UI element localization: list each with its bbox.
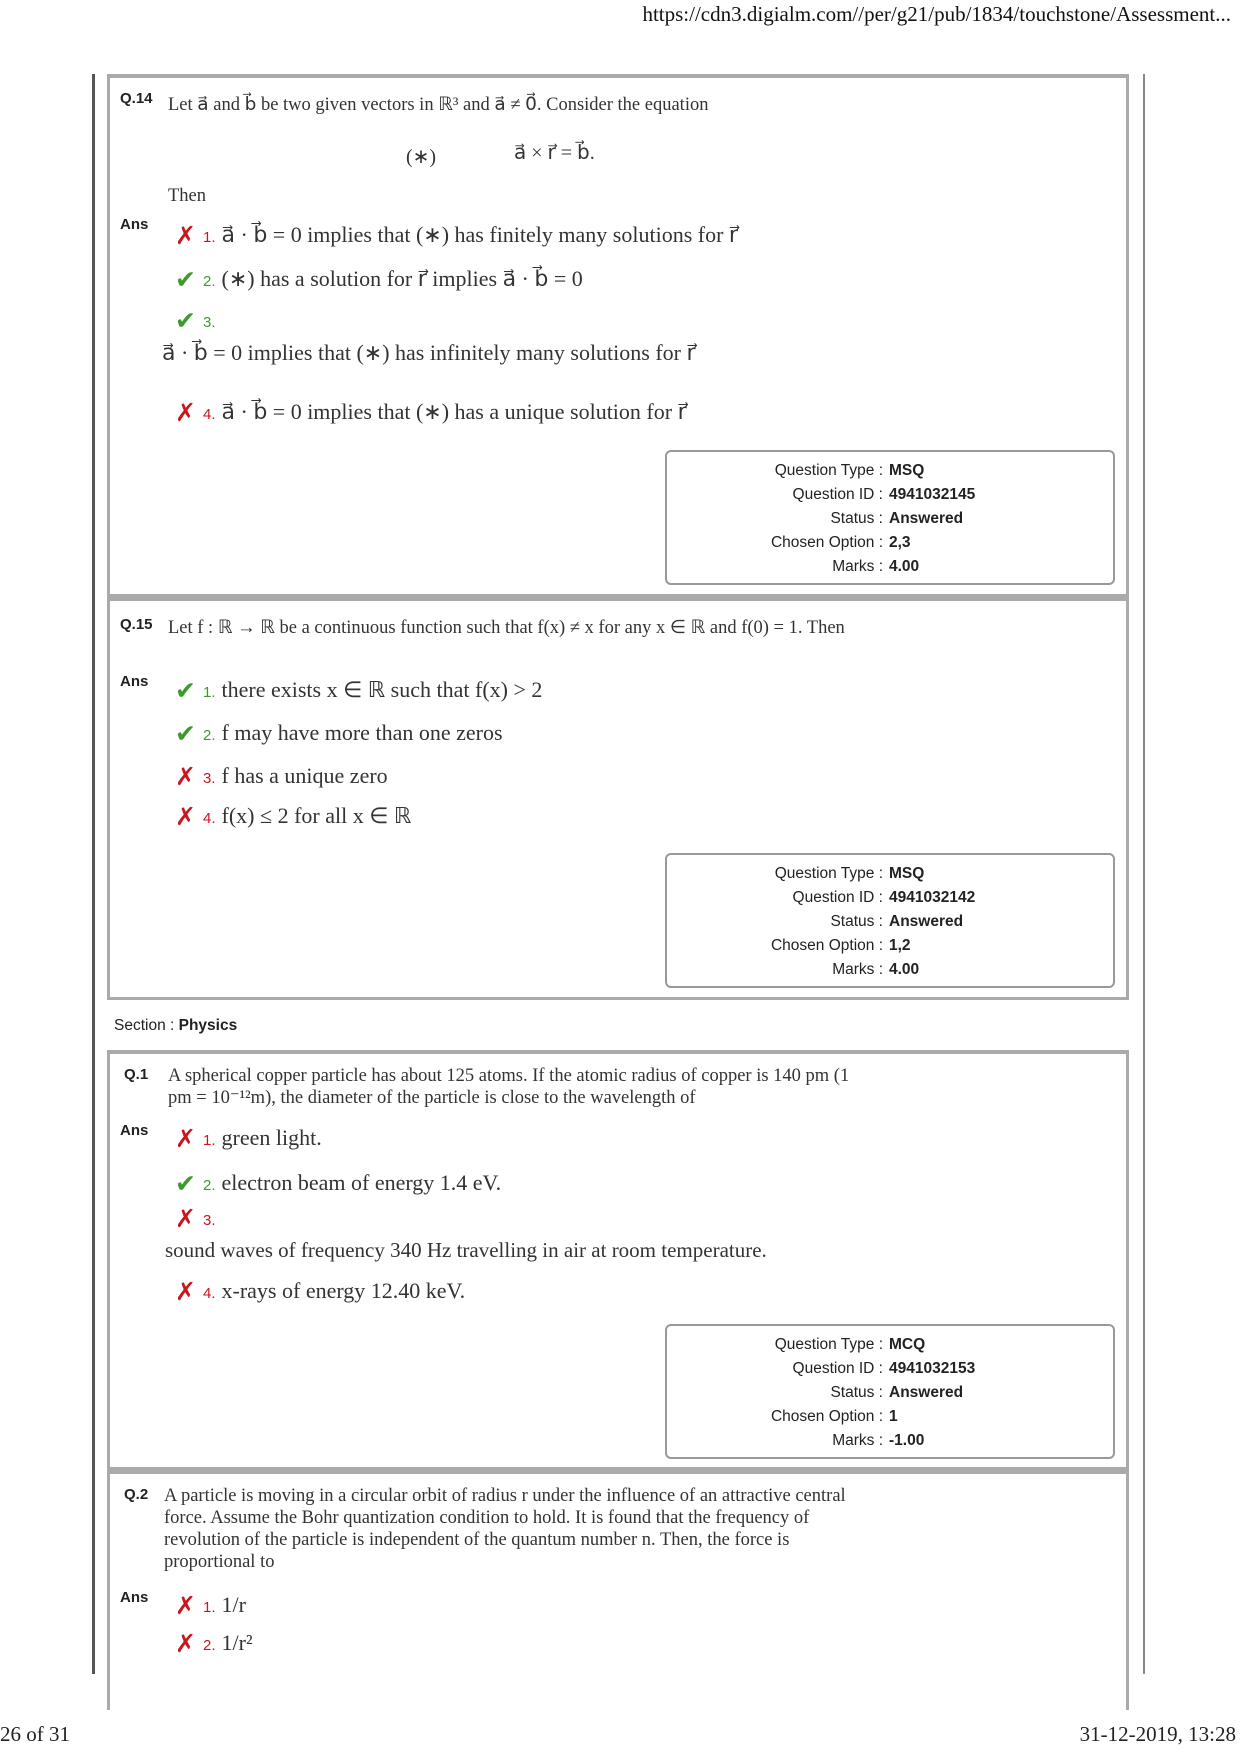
section-heading xyxy=(114,1017,237,1035)
check-icon: ✔ xyxy=(175,265,196,294)
print-datetime: 31-12-2019, 13:28 xyxy=(1079,1722,1236,1746)
info-label: Question ID : xyxy=(792,889,883,906)
check-icon: ✔ xyxy=(175,676,196,705)
info-question-id: 4941032153 xyxy=(889,1360,976,1377)
option-text: green light. xyxy=(221,1125,322,1150)
cross-icon: ✗ xyxy=(175,1591,196,1620)
question-number: Q.15 xyxy=(120,616,153,633)
option-number: 1. xyxy=(203,1599,216,1616)
info-question-type: MSQ xyxy=(889,865,925,882)
ans-label: Ans xyxy=(120,1589,149,1606)
question-text: A particle is moving in a circular orbit of radius r under the influence of an attractive central force. Assume the Bohr quantization condition to hold. It is found that the frequency of revolution of the particle is independent of the quantum number n. Then, the force is proportional to xyxy=(164,1486,846,1572)
option-number: 4. xyxy=(203,406,216,423)
check-icon: ✔ xyxy=(175,719,196,748)
question-info-panel xyxy=(665,853,1115,988)
equation: a⃗ × r⃗ = b⃗. xyxy=(514,142,595,164)
page-counter: 26 of 31 xyxy=(0,1722,70,1746)
option-3-text: sound waves of frequency 340 Hz travelling in air at room temperature. xyxy=(165,1238,767,1262)
ans-label: Ans xyxy=(120,673,149,690)
option-text: f(x) ≤ 2 for all x ∈ ℝ xyxy=(221,803,412,828)
question-text: Let a⃗ and b⃗ be two given vectors in ℝ³ and a⃗ ≠ 0⃗. Consider the equation xyxy=(168,95,709,115)
option-text: electron beam of energy 1.4 eV. xyxy=(221,1170,502,1195)
cross-icon: ✗ xyxy=(175,1629,196,1658)
info-label: Question Type : xyxy=(774,1336,883,1353)
option-number: 1. xyxy=(203,229,216,246)
cross-icon: ✗ xyxy=(175,1204,196,1233)
info-label: Status : xyxy=(830,913,883,930)
question-then: Then xyxy=(168,186,207,206)
info-chosen-option: 1 xyxy=(889,1408,898,1425)
ans-label: Ans xyxy=(120,1122,149,1139)
info-question-type: MCQ xyxy=(889,1336,926,1353)
page-border-right xyxy=(1143,74,1145,1674)
info-label: Chosen Option : xyxy=(770,534,883,551)
option-2 xyxy=(175,265,583,294)
question-text: Let f : ℝ → ℝ be a continuous function such that f(x) ≠ x for any x ∈ ℝ and f(0) = 1. Then xyxy=(168,618,845,638)
option-text: (∗) has a solution for r⃗ implies a⃗ · b⃗ = 0 xyxy=(221,266,583,291)
option-text: f may have more than one zeros xyxy=(221,720,503,745)
option-3 xyxy=(175,306,222,335)
option-3 xyxy=(175,1204,222,1233)
question-card-q2 xyxy=(107,1470,1129,1710)
option-2 xyxy=(175,1169,501,1198)
info-chosen-option: 2,3 xyxy=(889,534,911,551)
info-label: Status : xyxy=(830,510,883,527)
option-number: 4. xyxy=(203,810,216,827)
option-text: a⃗ · b⃗ = 0 implies that (∗) has a unique solution for r⃗ xyxy=(221,399,687,424)
option-number: 2. xyxy=(203,1637,216,1654)
option-1 xyxy=(175,676,542,705)
question-card-q14 xyxy=(107,74,1129,597)
ans-label: Ans xyxy=(120,216,149,233)
option-2 xyxy=(175,1629,253,1658)
info-question-type: MSQ xyxy=(889,462,925,479)
info-marks: -1.00 xyxy=(889,1432,925,1449)
info-label: Question ID : xyxy=(792,486,883,503)
question-card-q15 xyxy=(107,597,1129,1000)
option-number: 3. xyxy=(203,1212,216,1229)
info-status: Answered xyxy=(889,913,964,930)
option-text: x-rays of energy 12.40 keV. xyxy=(221,1278,466,1303)
option-number: 3. xyxy=(203,314,216,331)
info-label: Chosen Option : xyxy=(770,1408,883,1425)
option-text: 1/r xyxy=(221,1592,246,1617)
info-label: Status : xyxy=(830,1384,883,1401)
info-marks: 4.00 xyxy=(889,961,920,978)
option-number: 1. xyxy=(203,1132,216,1149)
cross-icon: ✗ xyxy=(175,1277,196,1306)
option-number: 1. xyxy=(203,684,216,701)
cross-icon: ✗ xyxy=(175,221,196,250)
cross-icon: ✗ xyxy=(175,1124,196,1153)
page-border-left xyxy=(92,74,95,1674)
info-label: Question Type : xyxy=(774,865,883,882)
question-info-panel xyxy=(665,1324,1115,1459)
header-url: https://cdn3.digialm.com//per/g21/pub/1834/touchstone/Assessment... xyxy=(642,2,1231,26)
info-status: Answered xyxy=(889,510,964,527)
info-status: Answered xyxy=(889,1384,964,1401)
option-number: 2. xyxy=(203,273,216,290)
option-3-text: a⃗ · b⃗ = 0 implies that (∗) has infinitely many solutions for r⃗ xyxy=(162,340,696,365)
option-text: there exists x ∈ ℝ such that f(x) > 2 xyxy=(221,677,543,702)
info-label: Marks : xyxy=(832,961,883,978)
option-1 xyxy=(175,1591,246,1620)
cross-icon: ✗ xyxy=(175,398,196,427)
info-chosen-option: 1,2 xyxy=(889,937,911,954)
info-question-id: 4941032142 xyxy=(889,889,976,906)
option-1 xyxy=(175,221,738,250)
option-text: a⃗ · b⃗ = 0 implies that (∗) has finitely many solutions for r⃗ xyxy=(221,222,738,247)
option-text: 1/r² xyxy=(221,1630,253,1655)
option-4 xyxy=(175,802,411,831)
option-number: 4. xyxy=(203,1285,216,1302)
question-number: Q.2 xyxy=(124,1486,149,1503)
equation-label: (∗) xyxy=(406,146,437,168)
section-label: Section : xyxy=(114,1017,175,1034)
option-number: 2. xyxy=(203,1177,216,1194)
question-number: Q.1 xyxy=(124,1066,149,1083)
question-text: A spherical copper particle has about 125 atoms. If the atomic radius of copper is 140 pm (1 pm = 10⁻¹²m), the diameter of the particle is close to the wavelength of xyxy=(168,1066,850,1108)
info-label: Marks : xyxy=(832,558,883,575)
info-question-id: 4941032145 xyxy=(889,486,976,503)
section-name: Physics xyxy=(178,1017,238,1034)
option-2 xyxy=(175,719,503,748)
option-3 xyxy=(175,762,388,791)
info-label: Marks : xyxy=(832,1432,883,1449)
option-1 xyxy=(175,1124,322,1153)
info-label: Chosen Option : xyxy=(770,937,883,954)
cross-icon: ✗ xyxy=(175,762,196,791)
option-number: 2. xyxy=(203,727,216,744)
cross-icon: ✗ xyxy=(175,802,196,831)
option-4 xyxy=(175,398,687,427)
info-label: Question ID : xyxy=(792,1360,883,1377)
option-text: f has a unique zero xyxy=(221,763,388,788)
option-4 xyxy=(175,1277,465,1306)
info-label: Question Type : xyxy=(774,462,883,479)
question-number: Q.14 xyxy=(120,90,153,107)
option-number: 3. xyxy=(203,770,216,787)
info-marks: 4.00 xyxy=(889,558,920,575)
question-card-q1 xyxy=(107,1050,1129,1470)
question-info-panel xyxy=(665,450,1115,585)
check-icon: ✔ xyxy=(175,306,196,335)
check-icon: ✔ xyxy=(175,1169,196,1198)
